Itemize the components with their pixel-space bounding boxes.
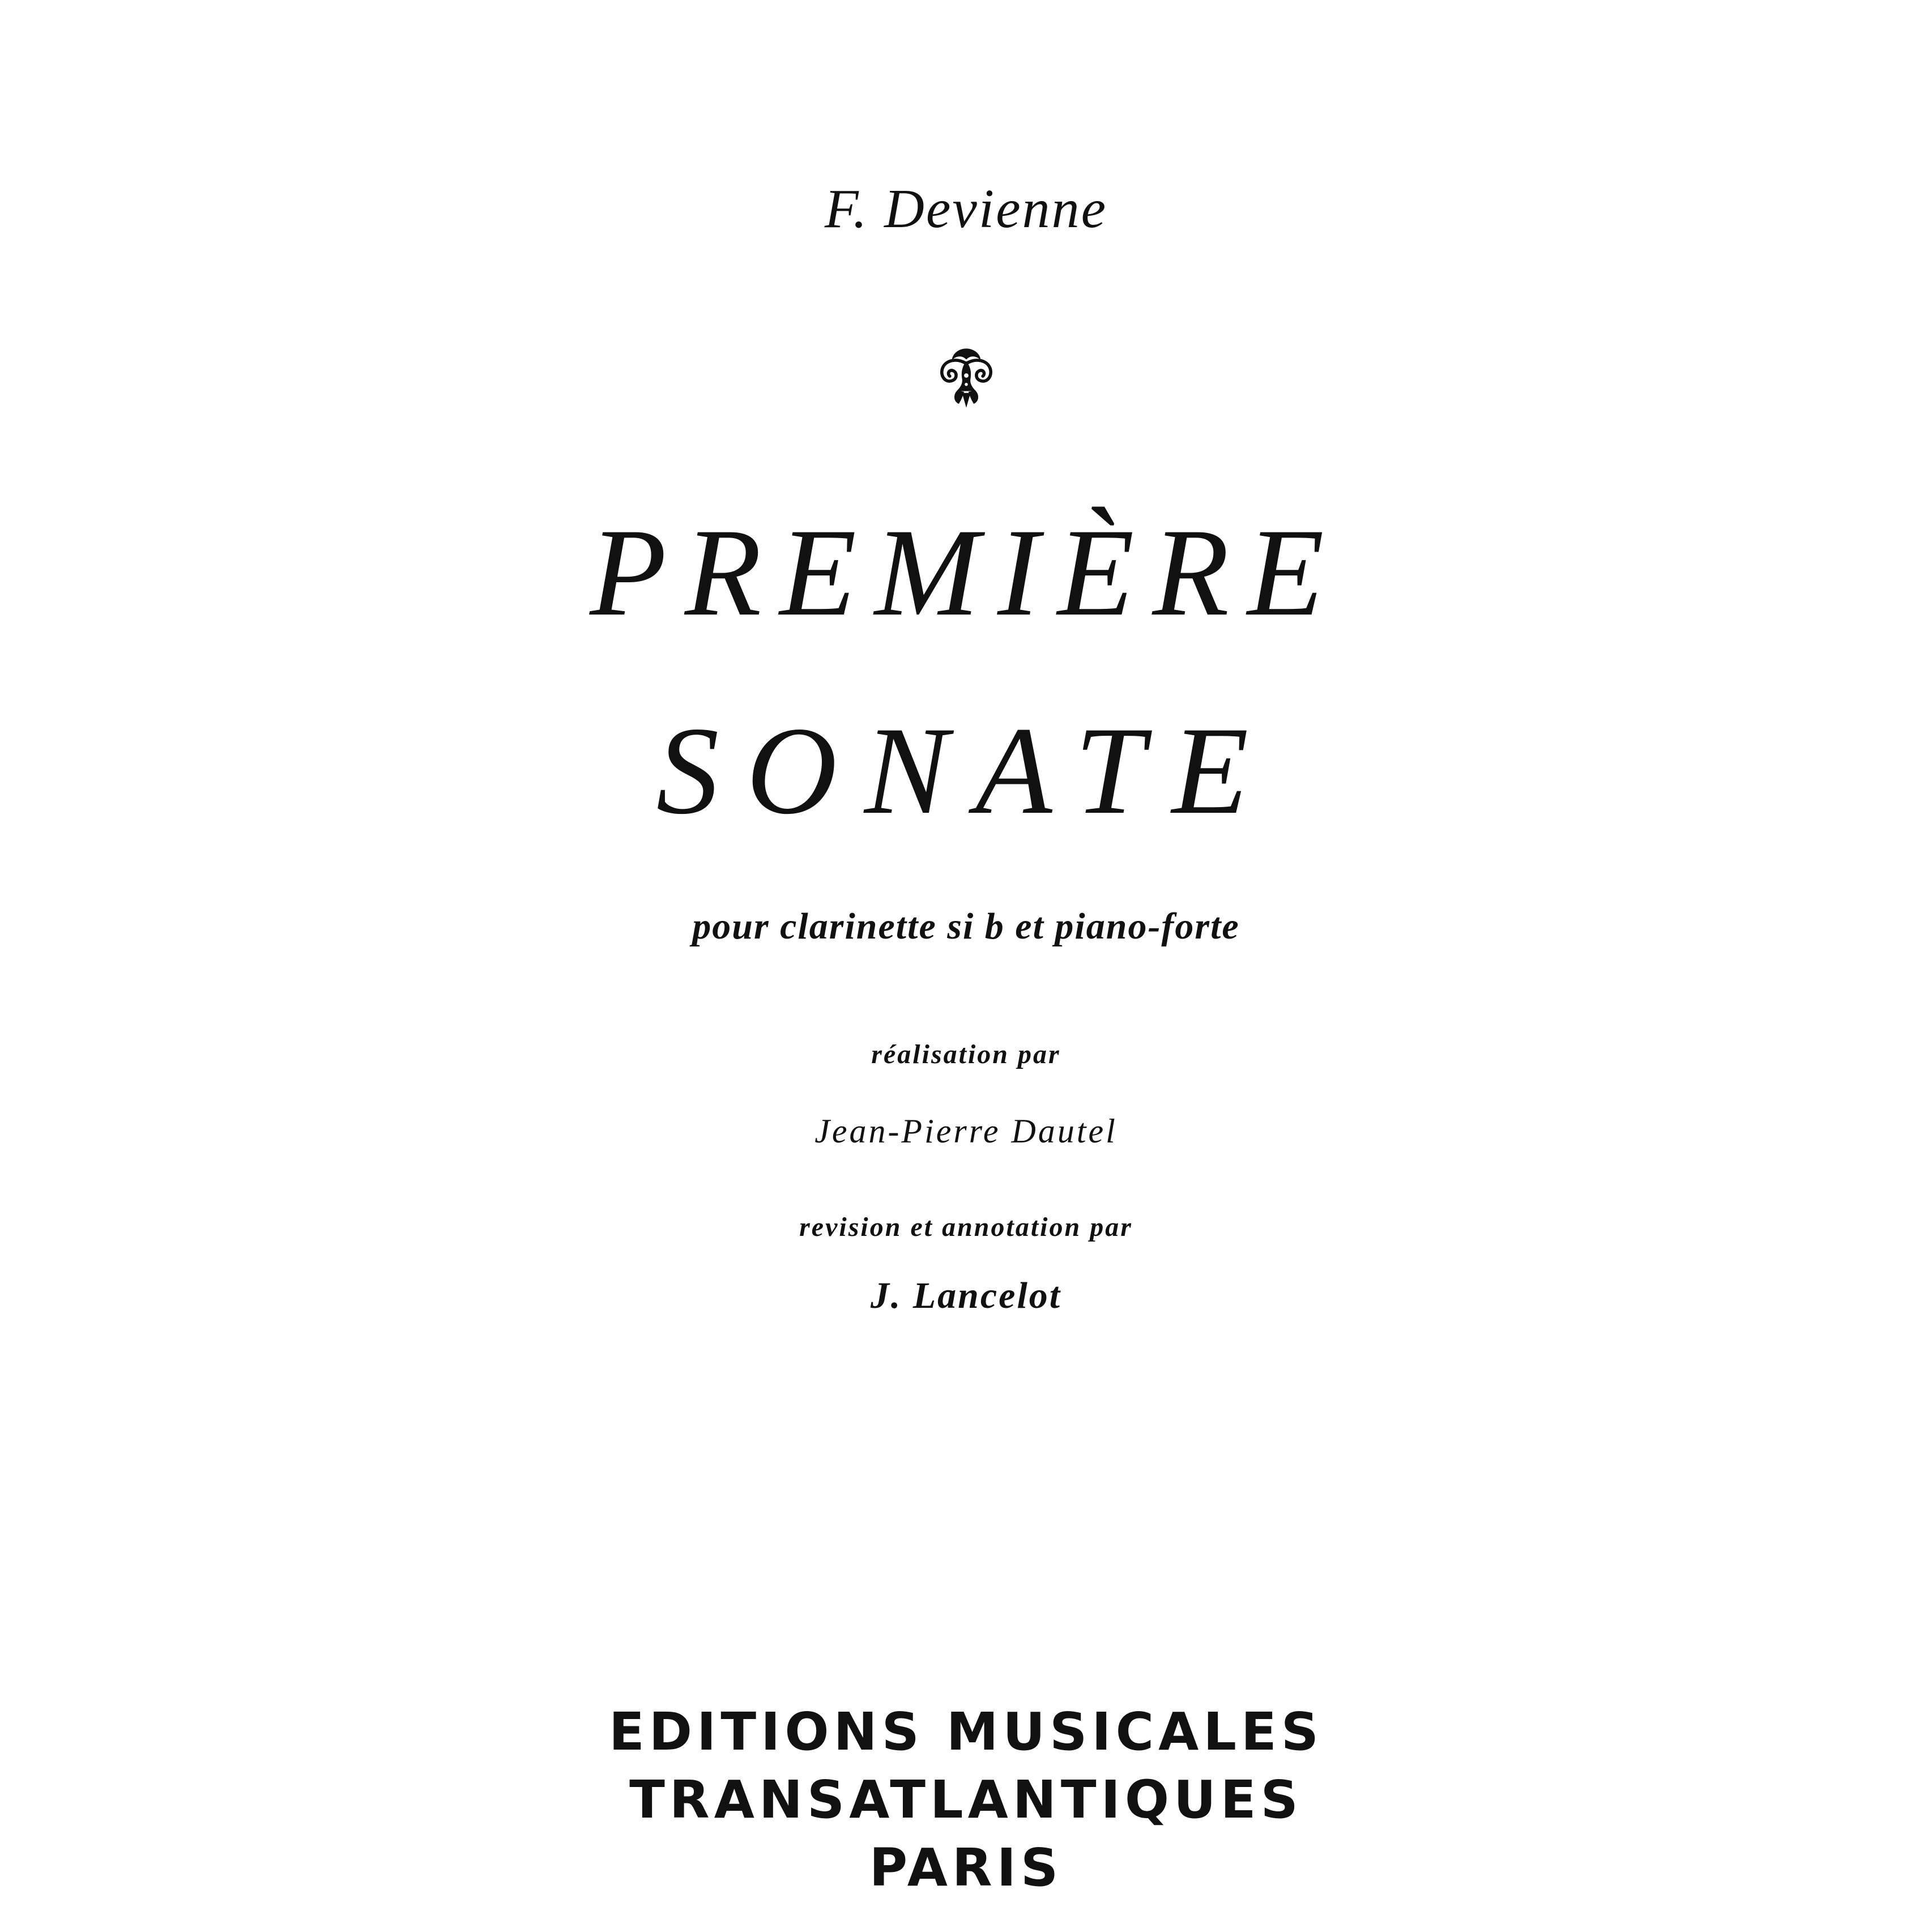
title-line-2: SONATE bbox=[656, 701, 1276, 841]
instrumentation-subtitle: pour clarinette si b et piano-forte bbox=[692, 906, 1240, 947]
composer-name: F. Devienne bbox=[824, 178, 1108, 240]
publisher-line-3: PARIS bbox=[869, 1837, 1063, 1898]
title-line-1: PREMIÈRE bbox=[590, 503, 1342, 642]
fleuron-ornament-icon bbox=[935, 342, 998, 409]
publisher-line-2: TRANSATLANTIQUES bbox=[629, 1769, 1303, 1830]
revision-name: J. Lancelot bbox=[870, 1275, 1062, 1316]
publisher-line-1: EDITIONS MUSICALES bbox=[608, 1701, 1324, 1762]
realisation-name: Jean-Pierre Dautel bbox=[814, 1112, 1118, 1150]
revision-label: revision et annotation par bbox=[799, 1212, 1133, 1242]
realisation-label: réalisation par bbox=[871, 1039, 1061, 1069]
